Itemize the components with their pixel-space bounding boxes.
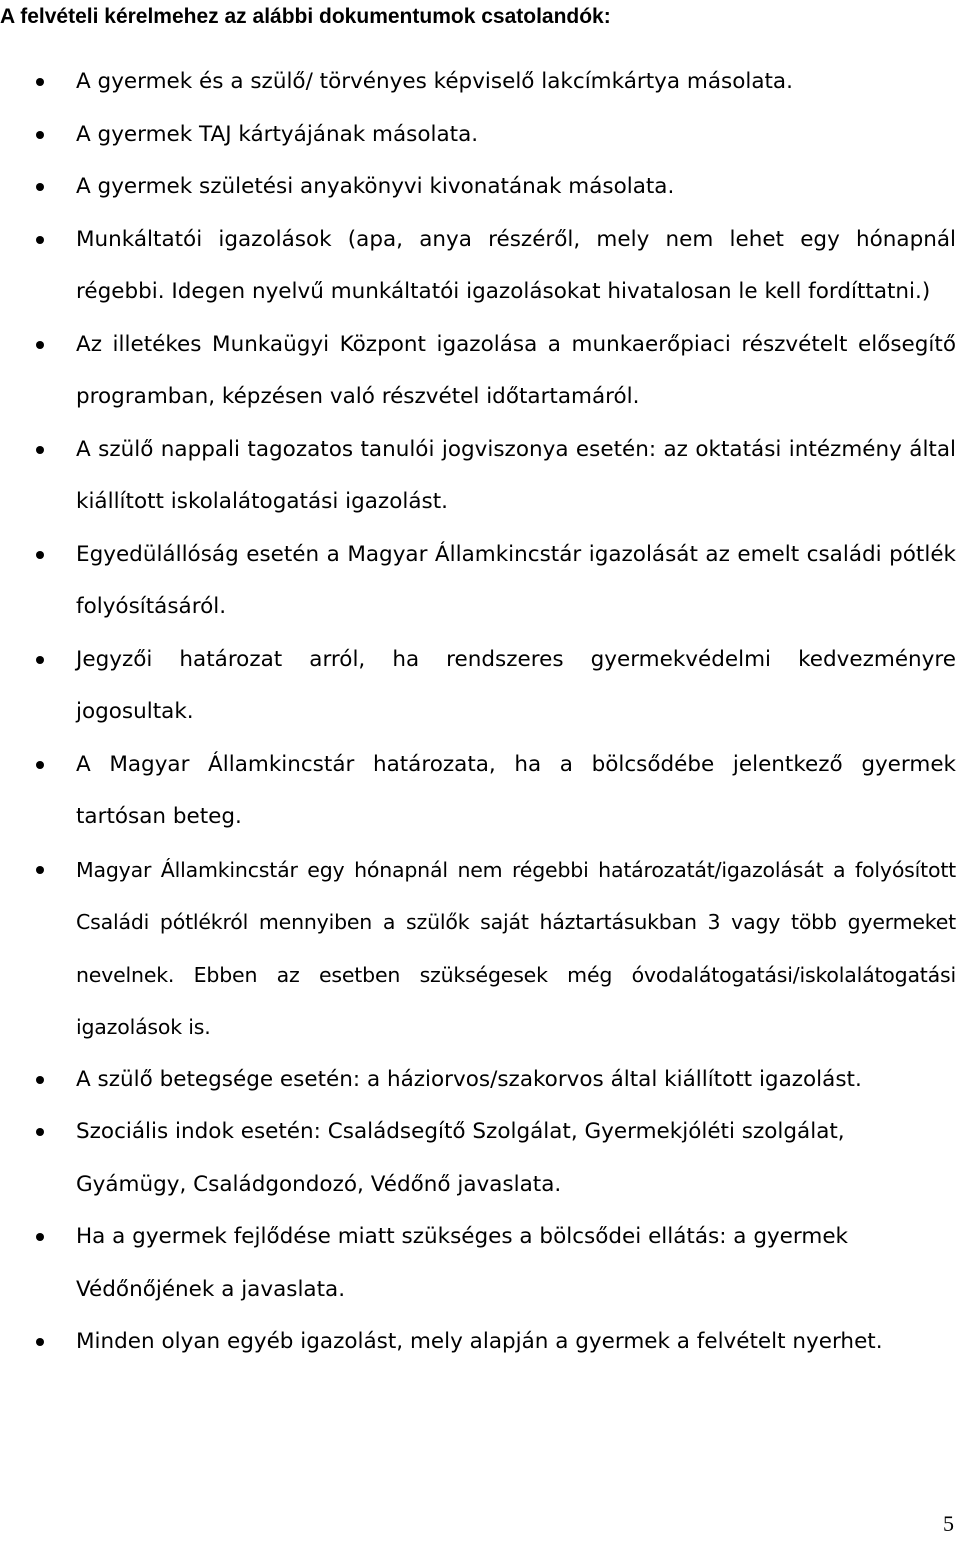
bullet-icon <box>36 183 44 191</box>
list-item <box>0 424 956 529</box>
bullet-icon <box>36 1128 44 1136</box>
list-item-text: A gyermek születési anyakönyvi kivonatának másolata. <box>76 174 675 199</box>
list-item <box>0 161 956 214</box>
list-item-text: Szociális indok esetén: Családsegítő Szolgálat, Gyermekjóléti szolgálat, Gyámügy, Családgondozó, Védőnő javaslata. <box>76 1119 845 1197</box>
bullet-icon <box>36 131 44 139</box>
list-item <box>0 1106 956 1211</box>
list-item <box>0 634 956 739</box>
list-item-text: Jegyzői határozat arról, ha rendszeres gyermekvédelmi kedvezményre jogosultak. <box>76 646 956 724</box>
list-item <box>0 319 956 424</box>
list-item-text: Ha a gyermek fejlődése miatt szükséges a bölcsődei ellátás: a gyermek Védőnőjének a javaslata. <box>76 1224 848 1302</box>
list-item-text: Magyar Államkincstár egy hónapnál nem régebbi határozatát/igazolását a folyósított Családi pótlékról mennyiben a szülők saját háztartásukban 3 vagy több gyermeket nevelnek. Ebben az esetben szükségesek még óvodalátogatási/iskolalátogatási igazolások is. <box>76 857 956 1039</box>
list-item-text: A szülő betegsége esetén: a háziorvos/szakorvos által kiállított igazolást. <box>76 1066 862 1092</box>
list-item <box>0 844 956 1054</box>
bullet-icon <box>36 1338 44 1346</box>
bullet-icon <box>36 78 44 86</box>
list-item <box>0 1054 956 1107</box>
bullet-icon <box>36 656 44 664</box>
list-item-text: Egyedülállóság esetén a Magyar Államkincstár igazolását az emelt családi pótlék folyósításáról. <box>76 541 956 619</box>
list-item <box>0 56 956 109</box>
bullet-icon <box>36 446 44 454</box>
list-item <box>0 1211 956 1316</box>
bullet-icon <box>36 341 44 349</box>
page-number: 5 <box>943 1511 954 1536</box>
list-item <box>0 1316 956 1369</box>
bullet-icon <box>36 761 44 769</box>
bullet-icon <box>36 551 44 559</box>
list-item <box>0 739 956 844</box>
list-item-text: A gyermek TAJ kártyájának másolata. <box>76 121 479 147</box>
bullet-icon <box>36 866 44 874</box>
bullet-icon <box>36 236 44 244</box>
list-item <box>0 529 956 634</box>
list-item-text: A gyermek és a szülő/ törvényes képviselő lakcímkártya másolata. <box>76 69 793 94</box>
list-item-text: A szülő nappali tagozatos tanulói jogviszonya esetén: az oktatási intézmény által kiállított iskolalátogatási igazolást. <box>76 436 956 514</box>
list-item-text: Az illetékes Munkaügyi Központ igazolása a munkaerőpiaci részvételt elősegítő programban, képzésen való részvétel időtartamáról. <box>76 331 956 409</box>
list-item-text: A Magyar Államkincstár határozata, ha a bölcsődébe jelentkező gyermek tartósan beteg. <box>76 751 956 829</box>
required-documents-list <box>0 56 956 1369</box>
list-item <box>0 109 956 162</box>
document-heading: A felvételi kérelmehez az alábbi dokumentumok csatolandók: <box>0 5 611 28</box>
list-item-text: Munkáltatói igazolások (apa, anya részéről, mely nem lehet egy hónapnál régebbi. Idegen nyelvű munkáltatói igazolásokat hivatalosan le kell fordíttatni.) <box>76 226 956 304</box>
bullet-icon <box>36 1076 44 1084</box>
list-item <box>0 214 956 319</box>
list-item-text: Minden olyan egyéb igazolást, mely alapján a gyermek a felvételt nyerhet. <box>76 1329 883 1354</box>
bullet-icon <box>36 1233 44 1241</box>
